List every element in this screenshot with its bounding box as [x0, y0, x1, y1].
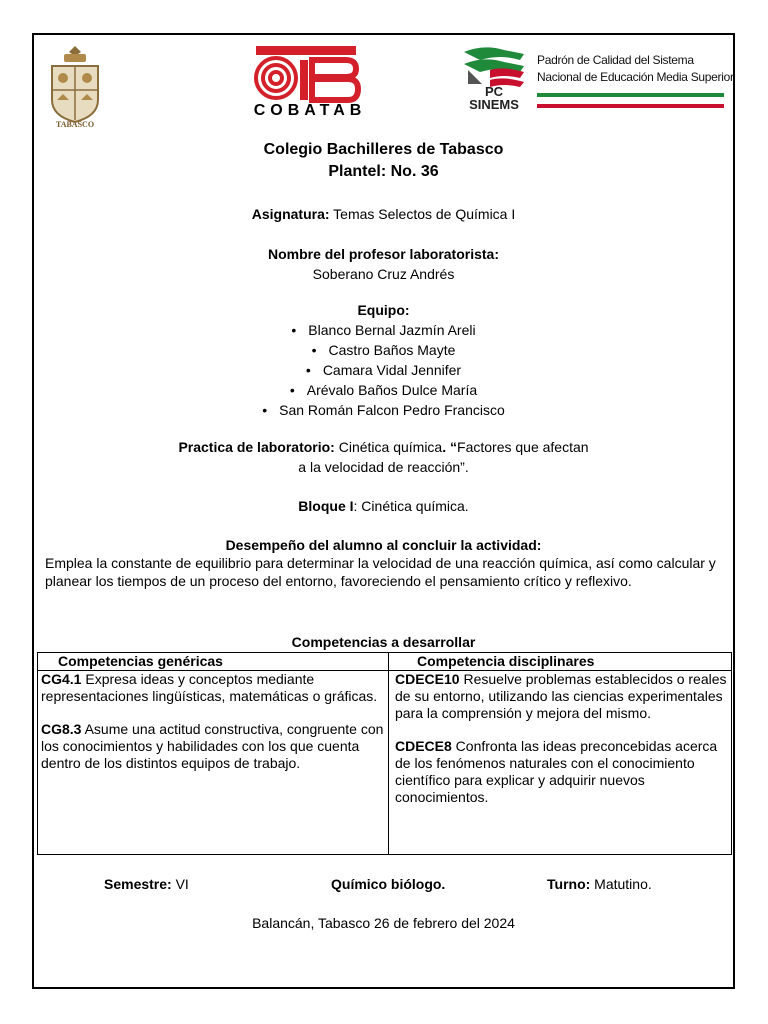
team-block: [32, 300, 735, 420]
competency-code: CG4.1: [41, 671, 82, 687]
subject-value: Temas Selectos de Química I: [329, 206, 516, 222]
generic-header: Competencias genéricas: [38, 653, 389, 671]
subject-line: [32, 204, 735, 224]
semester-label: Semestre:: [104, 876, 172, 892]
practice-label: Practica de laboratorio:: [178, 439, 335, 455]
sinems-green-stripe: [537, 93, 724, 97]
practice-line-1: [32, 437, 735, 457]
shift-line: [547, 874, 652, 894]
block-label: Bloque I: [298, 498, 354, 514]
sinems-wordmark: [463, 85, 525, 111]
shift-value: Matutino.: [590, 876, 652, 892]
sinems-red-stripe: [537, 104, 724, 108]
padron-calidad-text: [537, 52, 735, 86]
competencies-table: [37, 652, 732, 855]
disciplinary-header: Competencia disciplinares: [389, 653, 732, 671]
generic-item-2: [41, 721, 385, 772]
professor-label: Nombre del profesor laboratorista:: [267, 246, 500, 262]
padron-line-1: Padrón de Calidad del Sistema: [537, 53, 694, 67]
disciplinary-cell: [389, 671, 732, 855]
pc-label: PC: [484, 84, 504, 99]
cobatab-wordmark: COBATAB: [253, 102, 367, 119]
generic-item-1: [41, 671, 385, 705]
block-value: : Cinética química.: [353, 498, 469, 514]
sinems-label: SINEMS: [469, 97, 519, 112]
table-row: [38, 671, 732, 855]
team-label: Equipo:: [357, 302, 410, 318]
school-campus: Plantel: No. 36: [328, 163, 439, 180]
professor-name: Soberano Cruz Andrés: [312, 266, 455, 282]
table-header-row: [38, 653, 732, 671]
competency-code: CDECE8: [395, 738, 452, 754]
competency-code: CDECE10: [395, 671, 460, 687]
list-item: • Blanco Bernal Jazmín Areli: [32, 320, 735, 340]
list-item: • Castro Baños Mayte: [32, 340, 735, 360]
competency-code: CG8.3: [41, 721, 82, 737]
list-item: • Arévalo Baños Dulce María: [32, 380, 735, 400]
team-list: [32, 320, 735, 420]
school-name: Colegio Bachilleres de Tabasco: [263, 141, 504, 158]
practice-topic: Cinética química: [334, 439, 443, 455]
competencies-title: Competencias a desarrollar: [291, 634, 476, 650]
block-line: [32, 496, 735, 516]
practice-dot-quote: . “: [442, 439, 458, 455]
competency-text: Expresa ideas y conceptos mediante representaciones lingüísticas, matemáticas o gráficas.: [41, 671, 378, 704]
generic-cell: [38, 671, 389, 855]
practice-block: [32, 437, 735, 477]
competency-text: Resuelve problemas establecidos o reales de su entorno, utilizando las ciencias experimentales para la comprensión y mejora del mismo.: [395, 671, 727, 721]
performance-label: Desempeño del alumno al concluir la actividad:: [225, 537, 542, 553]
competency-text: Asume una actitud constructiva, congruente con los conocimientos y habilidades con los que cuenta dentro de los distintos equipos de trabajo.: [41, 721, 384, 771]
shift-label: Turno:: [547, 876, 591, 892]
disciplinary-item-2: [395, 738, 728, 806]
list-item: • San Román Falcon Pedro Francisco: [32, 400, 735, 420]
disciplinary-item-1: [395, 671, 728, 722]
professor-block: [32, 244, 735, 284]
competency-text: Confronta las ideas preconcebidas acerca de los fenómenos naturales con el conocimiento científico para explicar y adquirir nuevos conocimientos.: [395, 738, 718, 805]
school-title: [32, 139, 735, 183]
list-item: • Camara Vidal Jennifer: [32, 360, 735, 380]
semester-value: VI: [171, 876, 189, 892]
practice-line-2: a la velocidad de reacción”.: [298, 459, 469, 475]
career-text: Químico biólogo.: [331, 876, 446, 892]
semester-line: [104, 874, 189, 894]
subject-label: Asignatura:: [251, 206, 330, 222]
performance-text: Emplea la constante de equilibrio para determinar la velocidad de una reacción química, así como calcular y planear los tiempos de un proceso del entorno, favoreciendo el pensamiento crítico y reflexivo.: [45, 555, 716, 589]
tabasco-label: TABASCO: [55, 120, 95, 129]
padron-line-2: Nacional de Educación Media Superior: [537, 70, 734, 84]
place-date: Balancán, Tabasco 26 de febrero del 2024: [252, 915, 515, 931]
practice-title-start: Factores que afectan: [457, 439, 589, 455]
